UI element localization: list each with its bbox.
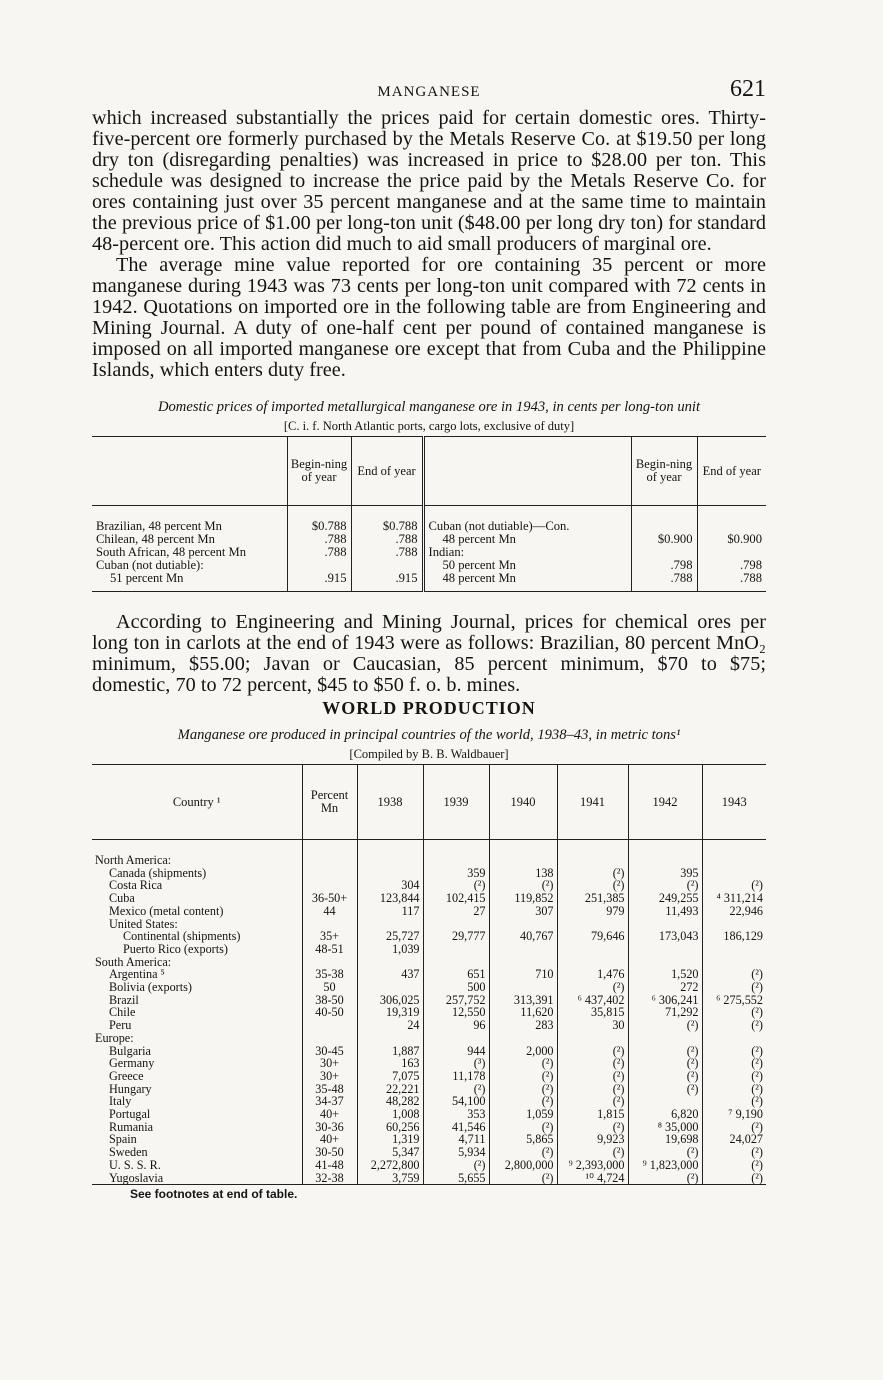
value-cell: 500 (423, 981, 489, 994)
value-cell: 710 (489, 968, 557, 981)
running-title: MANGANESE (377, 84, 481, 100)
value-cell: ¹⁰ 4,724 (557, 1172, 628, 1185)
row-label: Brazilian, 48 percent Mn (96, 519, 222, 533)
value-cell (628, 943, 702, 956)
value-cell: (²) (702, 981, 766, 994)
percent-cell: 32-38 (302, 1172, 357, 1185)
value-cell (423, 943, 489, 956)
value-cell: 2,272,800 (357, 1159, 423, 1172)
table-row (92, 1045, 766, 1058)
percent-cell: 30-36 (302, 1121, 357, 1134)
table-row (92, 1070, 766, 1083)
percent-cell: 40-50 (302, 1006, 357, 1019)
value-cell: (²) (702, 1083, 766, 1096)
value-cell: 102,415 (423, 892, 489, 905)
value-cell: (²) (557, 867, 628, 880)
value-cell: 123,844 (357, 892, 423, 905)
value-cell: (²) (557, 1121, 628, 1134)
value-cell (357, 840, 423, 867)
value-cell: ⁶ 306,241 (628, 994, 702, 1007)
value-cell: 249,255 (628, 892, 702, 905)
value-cell: 71,292 (628, 1006, 702, 1019)
country-cell: Argentina ⁵ (109, 967, 165, 982)
table-row (92, 1095, 766, 1108)
value-cell: (²) (489, 1095, 557, 1108)
header-end-left: End of year (351, 437, 423, 506)
percent-cell: 41-48 (302, 1159, 357, 1172)
value-cell: 24 (357, 1019, 423, 1032)
percent-cell: 30+ (302, 1070, 357, 1083)
value-cell: 1,815 (557, 1108, 628, 1121)
percent-cell: 38-50 (302, 994, 357, 1007)
paragraph-3: According to Engineering and Mining Journal, prices for chemical ores per long ton in carlots at the end of 1943 were as follows: Brazilian, 80 percent MnO₂ minimum, $55.00; Javan or Caucasian, 85 percent minimum, $70 to $75; domestic, 70 to 72 percent, $45 to $50 f. o. b. mines. (92, 611, 766, 696)
row-label: Indian: (423, 546, 631, 559)
begin-value: .915 (287, 572, 351, 592)
begin-value: $0.900 (631, 533, 697, 546)
value-cell: 54,100 (423, 1095, 489, 1108)
begin-value: .788 (631, 572, 697, 592)
country-cell: Peru (109, 1018, 132, 1033)
value-cell: 24,027 (702, 1133, 766, 1146)
running-header (92, 74, 766, 108)
header-begin-right: Begin-ning of year (631, 437, 697, 506)
value-cell (702, 1032, 766, 1045)
column-header-country: Country ¹ (92, 765, 302, 840)
value-cell (628, 1032, 702, 1045)
value-cell: 27 (423, 905, 489, 918)
section-heading: WORLD PRODUCTION (322, 698, 536, 718)
country-cell: Cuba (109, 891, 135, 906)
value-cell: 11,178 (423, 1070, 489, 1083)
value-cell: (²) (628, 1045, 702, 1058)
value-cell: 1,008 (357, 1108, 423, 1121)
value-cell: (²) (702, 1057, 766, 1070)
table-row (92, 1083, 766, 1096)
percent-cell: 40+ (302, 1108, 357, 1121)
end-value (697, 506, 766, 534)
begin-value: .788 (287, 546, 351, 559)
value-cell: 25,727 (357, 930, 423, 943)
value-cell: 173,043 (628, 930, 702, 943)
percent-cell: 30-50 (302, 1146, 357, 1159)
table-row (92, 1019, 766, 1032)
table-row (92, 1133, 766, 1146)
value-cell (489, 1032, 557, 1045)
value-cell: (²) (702, 1070, 766, 1083)
table-row (92, 968, 766, 981)
country-cell: Italy (109, 1094, 132, 1109)
value-cell: 307 (489, 905, 557, 918)
country-cell: North America: (95, 853, 172, 867)
value-cell: 3,759 (357, 1172, 423, 1185)
value-cell: (²) (702, 879, 766, 892)
table-row (92, 943, 766, 956)
value-cell (423, 1032, 489, 1045)
percent-cell (302, 840, 357, 867)
value-cell: 138 (489, 867, 557, 880)
value-cell: (²) (702, 968, 766, 981)
country-cell: Brazil (109, 992, 139, 1007)
percent-cell: 30+ (302, 1057, 357, 1070)
paragraph-2: The average mine value reported for ore containing 35 percent or more manganese during 1943 was 73 cents per long-ton unit compared with 72 cents in 1942. Quotations on imported ore in the following table are from Engineering and Mining Journal. A duty of one-half cent per pound of contained manganese is imposed on all imported manganese ore except that from Cuba and the Philippine Islands, which enters duty free. (92, 254, 766, 381)
percent-cell: 35+ (302, 930, 357, 943)
country-cell: Sweden (109, 1145, 148, 1160)
column-header-year: 1941 (557, 765, 628, 840)
table-row (92, 1146, 766, 1159)
table-row (92, 892, 766, 905)
header-begin-left: Begin-ning of year (287, 437, 351, 506)
table-footnote: See footnotes at end of table. (130, 1187, 298, 1202)
table-row (92, 981, 766, 994)
begin-value: $0.788 (287, 506, 351, 534)
table-row (92, 867, 766, 880)
percent-cell: 48-51 (302, 943, 357, 956)
world-table-subcaption: [Compiled by B. B. Waldbauer] (349, 747, 509, 761)
begin-value: .798 (631, 559, 697, 572)
table-row (92, 1172, 766, 1185)
value-cell: 2,800,000 (489, 1159, 557, 1172)
value-cell (423, 840, 489, 867)
value-cell: (²) (702, 1095, 766, 1108)
value-cell: (²) (628, 1146, 702, 1159)
value-cell: 60,256 (357, 1121, 423, 1134)
value-cell: (²) (489, 1057, 557, 1070)
value-cell: 9,923 (557, 1133, 628, 1146)
value-cell: 22,946 (702, 905, 766, 918)
country-cell: Hungary (109, 1081, 152, 1096)
value-cell: 117 (357, 905, 423, 918)
value-cell (557, 840, 628, 867)
value-cell: ⁷ 9,190 (702, 1108, 766, 1121)
value-cell: (²) (557, 1070, 628, 1083)
end-value: .798 (697, 559, 766, 572)
value-cell: 96 (423, 1019, 489, 1032)
end-value: .788 (351, 533, 423, 546)
value-cell: 19,698 (628, 1133, 702, 1146)
row-label: 51 percent Mn (110, 571, 184, 585)
value-cell (702, 943, 766, 956)
percent-cell: 50 (302, 981, 357, 994)
table-row (92, 1032, 766, 1045)
country-cell: Canada (shipments) (109, 865, 207, 880)
value-cell: 651 (423, 968, 489, 981)
table-row (92, 559, 766, 572)
value-cell: 5,865 (489, 1133, 557, 1146)
world-table-caption: Manganese ore produced in principal countries of the world, 1938–43, in metric tons¹ (177, 727, 681, 743)
value-cell: 30 (557, 1019, 628, 1032)
value-cell: 5,347 (357, 1146, 423, 1159)
value-cell: 4,711 (423, 1133, 489, 1146)
value-cell: ⁴ 311,214 (702, 892, 766, 905)
value-cell: 5,655 (423, 1172, 489, 1185)
row-label: Cuban (not dutiable): (96, 558, 204, 572)
percent-cell: 36-50+ (302, 892, 357, 905)
value-cell: (²) (557, 981, 628, 994)
page-number: 621 (730, 76, 766, 102)
value-cell: 272 (628, 981, 702, 994)
row-label: South African, 48 percent Mn (96, 545, 247, 559)
value-cell: ⁶ 275,552 (702, 994, 766, 1007)
percent-cell: 30-45 (302, 1045, 357, 1058)
table-row (92, 506, 766, 534)
column-header-year: 1938 (357, 765, 423, 840)
country-cell: Germany (109, 1056, 155, 1071)
row-label: Cuban (not dutiable)—Con. (423, 506, 631, 534)
column-header-percent: Percent Mn (302, 765, 357, 840)
value-cell: (²) (489, 1146, 557, 1159)
percent-cell (302, 867, 357, 880)
value-cell: 353 (423, 1108, 489, 1121)
value-cell: 40,767 (489, 930, 557, 943)
value-cell: 1,887 (357, 1045, 423, 1058)
country-cell: Mexico (metal content) (109, 903, 224, 918)
table-row (92, 1159, 766, 1172)
value-cell: 1,476 (557, 968, 628, 981)
value-cell: ⁹ 2,393,000 (557, 1159, 628, 1172)
value-cell: (²) (557, 1083, 628, 1096)
value-cell: (²) (628, 1057, 702, 1070)
value-cell: (²) (489, 1121, 557, 1134)
country-cell: Puerto Rico (exports) (123, 941, 228, 956)
value-cell: 1,319 (357, 1133, 423, 1146)
value-cell: 7,075 (357, 1070, 423, 1083)
value-cell: ⁸ 35,000 (628, 1121, 702, 1134)
end-value: .915 (351, 572, 423, 592)
value-cell: 1,520 (628, 968, 702, 981)
table-row (92, 1108, 766, 1121)
value-cell: 6,820 (628, 1108, 702, 1121)
end-value: .788 (351, 546, 423, 559)
value-cell: 395 (628, 867, 702, 880)
value-cell (357, 1032, 423, 1045)
percent-cell (302, 1019, 357, 1032)
value-cell: (²) (702, 1019, 766, 1032)
value-cell: 12,550 (423, 1006, 489, 1019)
value-cell: (²) (423, 1159, 489, 1172)
value-cell: 41,546 (423, 1121, 489, 1134)
value-cell: 1,059 (489, 1108, 557, 1121)
value-cell: (²) (489, 879, 557, 892)
value-cell: 359 (423, 867, 489, 880)
value-cell: (²) (702, 1006, 766, 1019)
value-cell: 11,620 (489, 1006, 557, 1019)
country-cell: Costa Rica (109, 878, 163, 893)
header-blank-left (92, 437, 287, 506)
value-cell: 11,493 (628, 905, 702, 918)
value-cell: 304 (357, 879, 423, 892)
value-cell: 48,282 (357, 1095, 423, 1108)
row-label: Chilean, 48 percent Mn (96, 532, 215, 546)
header-end-right: End of year (697, 437, 766, 506)
table-row (92, 956, 766, 969)
value-cell (489, 840, 557, 867)
value-cell: (²) (557, 1057, 628, 1070)
begin-value: .788 (287, 533, 351, 546)
value-cell (702, 840, 766, 867)
value-cell: (²) (489, 1172, 557, 1185)
value-cell: 979 (557, 905, 628, 918)
value-cell: 29,777 (423, 930, 489, 943)
value-cell: (²) (628, 1019, 702, 1032)
country-cell: Chile (109, 1005, 136, 1020)
percent-cell: 44 (302, 905, 357, 918)
column-header-year: 1943 (702, 765, 766, 840)
value-cell: (²) (628, 1172, 702, 1185)
percent-cell: 34-37 (302, 1095, 357, 1108)
country-cell: United States: (109, 916, 178, 931)
value-cell: 306,025 (357, 994, 423, 1007)
country-cell: Portugal (109, 1107, 151, 1122)
value-cell: (²) (628, 1070, 702, 1083)
world-production-table (92, 764, 766, 1185)
value-cell: 1,039 (357, 943, 423, 956)
table-row (92, 1057, 766, 1070)
value-cell: (²) (489, 1083, 557, 1096)
country-cell: Rumania (109, 1119, 154, 1134)
value-cell (357, 981, 423, 994)
value-cell: (²) (702, 1159, 766, 1172)
country-cell: U. S. S. R. (109, 1157, 161, 1172)
value-cell: (³) (423, 1057, 489, 1070)
value-cell (628, 840, 702, 867)
country-cell: South America: (95, 954, 172, 969)
value-cell: (²) (557, 879, 628, 892)
value-cell: 437 (357, 968, 423, 981)
country-cell: Continental (shipments) (123, 929, 241, 944)
domestic-table-subcaption: [C. i. f. North Atlantic ports, cargo lots, exclusive of duty] (283, 419, 575, 433)
domestic-prices-table (92, 436, 766, 592)
value-cell: 19,319 (357, 1006, 423, 1019)
value-cell: (²) (423, 1083, 489, 1096)
value-cell: (²) (628, 1083, 702, 1096)
end-value: $0.788 (351, 506, 423, 534)
value-cell: (²) (702, 1172, 766, 1185)
begin-value (631, 506, 697, 534)
value-cell: (²) (557, 1095, 628, 1108)
value-cell: ⁹ 1,823,000 (628, 1159, 702, 1172)
country-cell: Spain (109, 1132, 137, 1147)
value-cell: 283 (489, 1019, 557, 1032)
row-label: 48 percent Mn (423, 533, 631, 546)
document-page (92, 74, 766, 1201)
value-cell: (²) (557, 1045, 628, 1058)
value-cell: (²) (423, 879, 489, 892)
column-header-year: 1942 (628, 765, 702, 840)
end-value: .788 (697, 572, 766, 592)
table-row (92, 905, 766, 918)
column-header-year: 1939 (423, 765, 489, 840)
column-header-year: 1940 (489, 765, 557, 840)
table-row (92, 572, 766, 592)
value-cell: (²) (702, 1146, 766, 1159)
value-cell: 119,852 (489, 892, 557, 905)
value-cell: (²) (489, 1070, 557, 1083)
value-cell: (²) (557, 1146, 628, 1159)
country-cell: Bolivia (exports) (109, 980, 192, 995)
header-blank-right (423, 437, 631, 506)
value-cell (489, 981, 557, 994)
value-cell: 186,129 (702, 930, 766, 943)
value-cell: ⁶ 437,402 (557, 994, 628, 1007)
country-cell: Bulgaria (109, 1043, 151, 1058)
value-cell (557, 943, 628, 956)
value-cell: 163 (357, 1057, 423, 1070)
value-cell (489, 943, 557, 956)
paragraph-1: which increased substantially the prices paid for certain domestic ores. Thirty-five-percent ore formerly purchased by the Metals Reserve Co. at $19.50 per long dry ton (disregarding penalties) was increased in price to $28.00 per ton. This schedule was designed to increase the price paid by the Metals Reserve Co. for ores containing just over 35 percent manganese and at the same time to maintain the previous price of $1.00 per long-ton unit ($48.00 per long dry ton) for standard 48-percent ore. This action did much to aid small producers of marginal ore. (92, 107, 766, 255)
domestic-table-caption: Domestic prices of imported metallurgical manganese ore in 1943, in cents per long-ton unit (157, 399, 701, 415)
table-row (92, 840, 766, 867)
end-value: $0.900 (697, 533, 766, 546)
value-cell: 257,752 (423, 994, 489, 1007)
percent-cell: 35-38 (302, 968, 357, 981)
percent-cell: 35-48 (302, 1083, 357, 1096)
value-cell: 251,385 (557, 892, 628, 905)
value-cell: 313,391 (489, 994, 557, 1007)
table-row (92, 1006, 766, 1019)
row-label: 48 percent Mn (423, 572, 631, 592)
value-cell: 22,221 (357, 1083, 423, 1096)
value-cell: (²) (702, 1045, 766, 1058)
percent-cell (302, 1032, 357, 1045)
value-cell: 79,646 (557, 930, 628, 943)
percent-cell: 40+ (302, 1133, 357, 1146)
value-cell: 944 (423, 1045, 489, 1058)
country-cell: Greece (109, 1068, 144, 1083)
value-cell: 35,815 (557, 1006, 628, 1019)
country-cell: Yugoslavia (109, 1170, 164, 1185)
country-cell: Europe: (95, 1030, 134, 1045)
value-cell: (²) (628, 879, 702, 892)
value-cell: 5,934 (423, 1146, 489, 1159)
row-label: 50 percent Mn (423, 559, 631, 572)
value-cell: 2,000 (489, 1045, 557, 1058)
value-cell: (²) (702, 1121, 766, 1134)
value-cell (557, 1032, 628, 1045)
